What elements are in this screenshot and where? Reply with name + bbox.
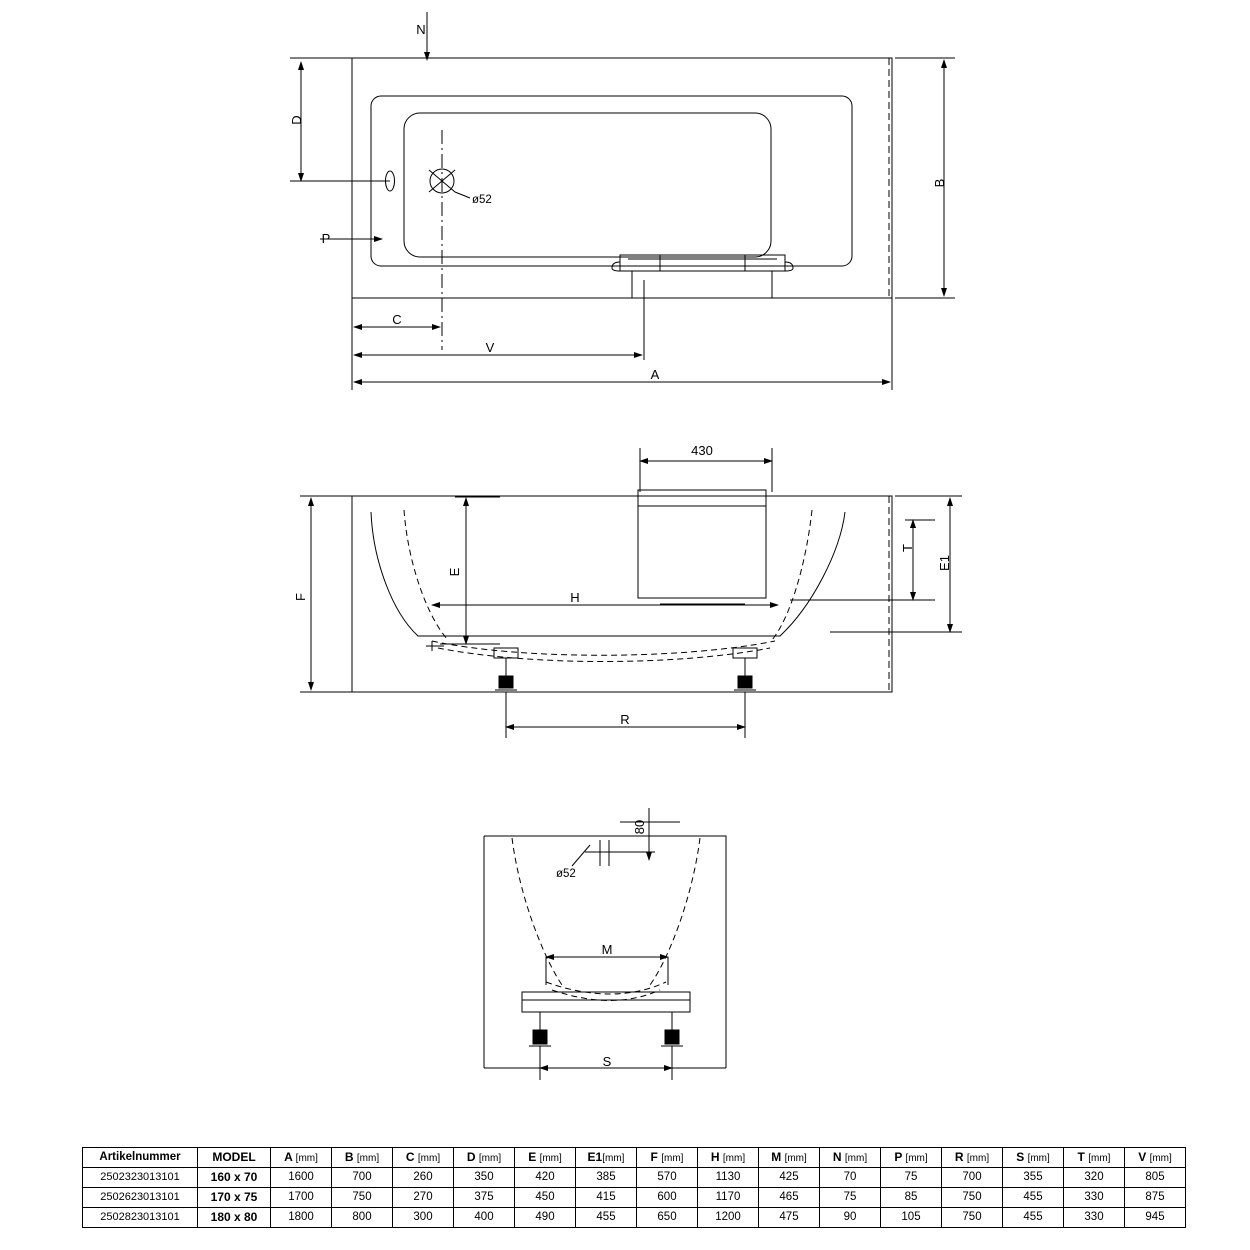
label-C: C	[392, 312, 402, 327]
col-d-name: D	[466, 1149, 476, 1164]
label-N: N	[416, 22, 426, 37]
cell-c: 300	[393, 1208, 454, 1228]
label-S: S	[602, 1054, 612, 1069]
col-c	[393, 1148, 454, 1168]
col-s	[1003, 1148, 1064, 1168]
front-view-foot-left	[494, 648, 518, 690]
cell-e: 420	[515, 1168, 576, 1188]
front-view-bowl-bottom	[432, 641, 775, 655]
col-p-unit: [mm]	[905, 1152, 928, 1164]
front-view-profile	[371, 512, 845, 636]
label-B: B	[932, 178, 947, 188]
col-h-unit: [mm]	[722, 1152, 746, 1164]
side-view-rail	[522, 992, 690, 1012]
cell-a: 1700	[271, 1188, 332, 1208]
top-view-outer-rim	[352, 58, 892, 298]
col-e1-unit: [mm]	[602, 1152, 625, 1164]
cell-t: 320	[1064, 1168, 1125, 1188]
cell-h: 1170	[698, 1188, 759, 1208]
col-e1	[576, 1148, 637, 1168]
cell-f: 600	[637, 1188, 698, 1208]
cell-s: 355	[1003, 1168, 1064, 1188]
table-row	[83, 1208, 1186, 1228]
cell-t: 330	[1064, 1208, 1125, 1228]
cell-r: 750	[942, 1188, 1003, 1208]
top-view-basin-outer	[371, 96, 852, 266]
col-n	[820, 1148, 881, 1168]
cell-n: 75	[820, 1188, 881, 1208]
col-r	[942, 1148, 1003, 1168]
col-s-unit: [mm]	[1027, 1152, 1050, 1164]
cell-s: 455	[1003, 1208, 1064, 1228]
col-a-name: A	[284, 1149, 293, 1164]
cell-v: 945	[1125, 1208, 1186, 1228]
col-v-unit: [mm]	[1149, 1152, 1172, 1164]
col-c-name: C	[405, 1149, 415, 1164]
cell-r: 700	[942, 1168, 1003, 1188]
drain-leader	[455, 192, 470, 198]
col-a-unit: [mm]	[295, 1152, 318, 1164]
col-t-name: T	[1077, 1149, 1085, 1164]
front-view-foot-right	[733, 648, 757, 690]
label-E1: E1	[937, 555, 952, 571]
col-model: MODEL	[198, 1148, 271, 1168]
col-s-name: S	[1016, 1149, 1025, 1164]
dimensions-table	[82, 1147, 1186, 1228]
col-a	[271, 1148, 332, 1168]
label-430: 430	[691, 443, 713, 458]
cell-a: 1800	[271, 1208, 332, 1228]
col-p-name: P	[894, 1149, 903, 1164]
col-d-unit: [mm]	[478, 1152, 502, 1164]
col-artikelnummer: Artikelnummer	[83, 1148, 198, 1168]
front-view-headrest-top	[638, 490, 766, 506]
label-H: H	[570, 590, 580, 605]
cell-artikelnummer: 2502823013101	[83, 1208, 198, 1228]
cell-model: 160 x 70	[198, 1168, 271, 1188]
col-n-unit: [mm]	[844, 1152, 868, 1164]
label-T: T	[900, 544, 915, 552]
col-v-name: V	[1138, 1149, 1147, 1164]
col-d	[454, 1148, 515, 1168]
label-D: D	[289, 115, 304, 125]
cell-a: 1600	[271, 1168, 332, 1188]
col-h	[698, 1148, 759, 1168]
table-header-row	[83, 1148, 1186, 1168]
col-t-unit: [mm]	[1088, 1152, 1111, 1164]
cell-h: 1200	[698, 1208, 759, 1228]
cell-p: 105	[881, 1208, 942, 1228]
cell-h: 1130	[698, 1168, 759, 1188]
col-f-unit: [mm]	[661, 1152, 684, 1164]
col-m-unit: [mm]	[784, 1152, 807, 1164]
front-view-group	[300, 448, 962, 738]
col-b-name: B	[344, 1149, 354, 1164]
col-v	[1125, 1148, 1186, 1168]
cell-e: 490	[515, 1208, 576, 1228]
col-e-name: E	[528, 1149, 537, 1164]
col-e	[515, 1148, 576, 1168]
top-view-basin-inner	[404, 113, 771, 257]
cell-n: 90	[820, 1208, 881, 1228]
col-n-name: N	[832, 1149, 842, 1164]
cell-c: 270	[393, 1188, 454, 1208]
col-f	[637, 1148, 698, 1168]
cell-model: 180 x 80	[198, 1208, 271, 1228]
col-m	[759, 1148, 820, 1168]
cell-v: 805	[1125, 1168, 1186, 1188]
col-e1-name: E1	[587, 1149, 603, 1164]
label-P: P	[321, 231, 331, 246]
side-view-wall-left	[512, 838, 562, 985]
cell-artikelnummer: 2502623013101	[83, 1188, 198, 1208]
cell-f: 650	[637, 1208, 698, 1228]
col-b	[332, 1148, 393, 1168]
label-80: 80	[632, 819, 647, 835]
side-view-drain-leader	[572, 845, 590, 866]
side-view-wall-right	[650, 838, 700, 985]
label-A: A	[650, 367, 660, 382]
front-view-bowl-left	[404, 510, 448, 640]
cell-n: 70	[820, 1168, 881, 1188]
cell-p: 75	[881, 1168, 942, 1188]
col-p	[881, 1148, 942, 1168]
cell-b: 800	[332, 1208, 393, 1228]
cell-b: 750	[332, 1188, 393, 1208]
col-c-unit: [mm]	[417, 1152, 441, 1164]
label-M: M	[601, 942, 613, 957]
cell-d: 400	[454, 1208, 515, 1228]
cell-b: 700	[332, 1168, 393, 1188]
cell-c: 260	[393, 1168, 454, 1188]
col-m-name: M	[771, 1149, 782, 1164]
col-b-unit: [mm]	[356, 1152, 380, 1164]
col-t	[1064, 1148, 1125, 1168]
label-R: R	[620, 712, 630, 727]
cell-f: 570	[637, 1168, 698, 1188]
col-e-unit: [mm]	[539, 1152, 562, 1164]
label-F: F	[293, 593, 308, 601]
label-V: V	[485, 340, 495, 355]
cell-e1: 455	[576, 1208, 637, 1228]
cell-v: 875	[1125, 1188, 1186, 1208]
label-E: E	[447, 567, 462, 577]
col-r-unit: [mm]	[966, 1152, 990, 1164]
label-diameter-top: ø52	[472, 194, 492, 206]
top-view-group	[290, 12, 955, 390]
front-view-outline	[352, 496, 892, 692]
cell-r: 750	[942, 1208, 1003, 1228]
cell-m: 425	[759, 1168, 820, 1188]
cell-e1: 385	[576, 1168, 637, 1188]
table-row	[83, 1188, 1186, 1208]
front-view-headrest-body	[638, 506, 766, 598]
cell-t: 330	[1064, 1188, 1125, 1208]
label-diameter-side: ø52	[556, 868, 576, 880]
cell-s: 455	[1003, 1188, 1064, 1208]
front-view-bowl-right	[772, 510, 812, 640]
cell-m: 465	[759, 1188, 820, 1208]
cell-model: 170 x 75	[198, 1188, 271, 1208]
col-f-name: F	[650, 1149, 658, 1164]
cell-m: 475	[759, 1208, 820, 1228]
col-h-name: H	[710, 1149, 720, 1164]
side-view-foot-left	[529, 1012, 551, 1046]
side-view-foot-right	[661, 1012, 683, 1046]
cell-e: 450	[515, 1188, 576, 1208]
cell-artikelnummer: 2502323013101	[83, 1168, 198, 1188]
cell-d: 375	[454, 1188, 515, 1208]
table-header	[83, 1148, 1186, 1168]
table-body	[83, 1168, 1186, 1228]
cell-p: 85	[881, 1188, 942, 1208]
table-row	[83, 1168, 1186, 1188]
col-r-name: R	[954, 1149, 964, 1164]
cell-e1: 415	[576, 1188, 637, 1208]
cell-d: 350	[454, 1168, 515, 1188]
